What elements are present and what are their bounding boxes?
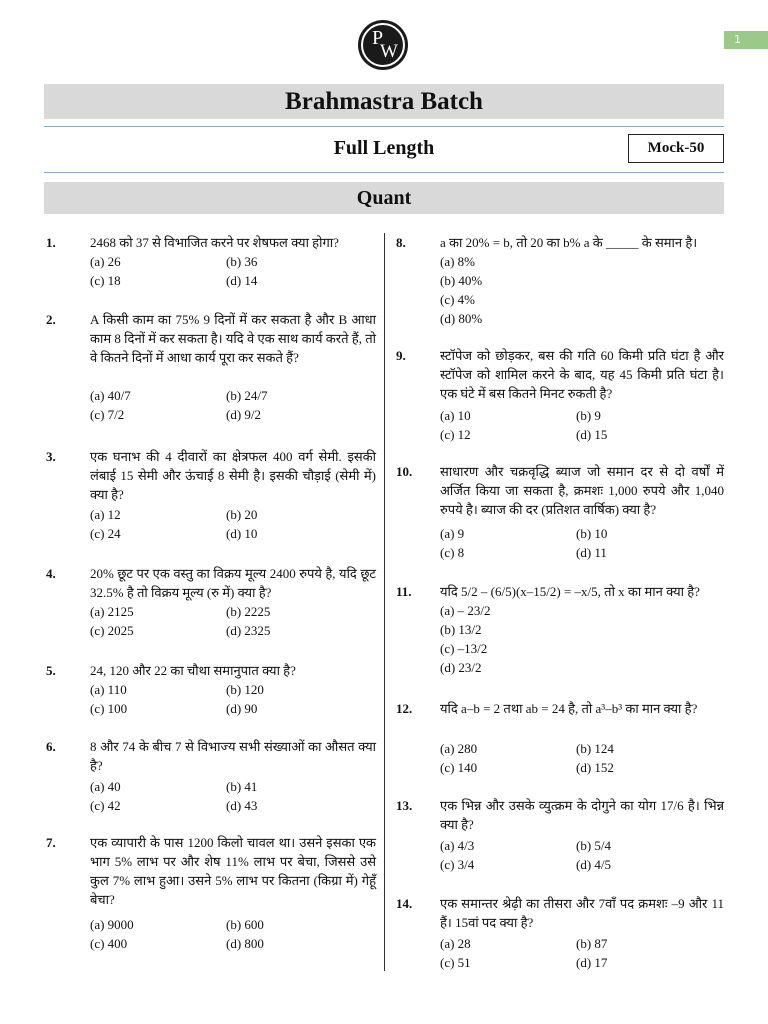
option-c: (c) 8 <box>440 545 465 560</box>
option-c: (c) 100 <box>90 701 128 716</box>
question-text: एक व्यापारी के पास 1200 किलो चावल था। उसने इसका एक भाग 5% लाभ पर और शेष 11% लाभ पर बेचा, जिससे उसे कुल 7% लाभ हुआ। उसने 5% लाभ पर कितना (किग्रा में) गेहूँ बेचा? <box>90 835 376 907</box>
option-c: (c) 12 <box>440 427 471 442</box>
question-number: 4. <box>46 566 56 581</box>
option-c: (c) 3/4 <box>440 857 475 872</box>
question-number: 12. <box>396 701 413 716</box>
question-text: 24, 120 और 22 का चौथा समानुपात क्या है? <box>90 663 296 678</box>
option-c: (c) 140 <box>440 760 478 775</box>
question-text: एक भिन्न और उसके व्युत्क्रम के दोगुने का योग 17/6 है। भिन्न क्या है? <box>440 798 724 832</box>
option-c: (c) 51 <box>440 955 471 970</box>
option-a: (a) 10 <box>440 408 471 423</box>
option-a: (a) 110 <box>90 682 127 697</box>
question-number: 13. <box>396 798 413 813</box>
section-title: Quant <box>44 182 724 214</box>
option-b: (b) 2225 <box>226 604 271 619</box>
question-number: 14. <box>396 896 413 911</box>
question-number: 5. <box>46 663 56 678</box>
option-d: (d) 17 <box>576 955 608 970</box>
option-c: (c) 42 <box>90 798 121 813</box>
question-text: यदि a–b = 2 तथा ab = 24 है, तो a³–b³ का मान क्या है? <box>440 701 698 716</box>
option-d: (d) 9/2 <box>226 407 262 422</box>
option-d: (d) 4/5 <box>576 857 612 872</box>
option-b: (b) 13/2 <box>440 622 482 637</box>
option-b: (b) 10 <box>576 526 608 541</box>
option-a: (a) 26 <box>90 254 121 269</box>
option-d: (d) 10 <box>226 526 258 541</box>
question-number: 7. <box>46 835 56 850</box>
option-d: (d) 2325 <box>226 623 271 638</box>
option-c: (c) –13/2 <box>440 641 488 656</box>
batch-title: Brahmastra Batch <box>44 84 724 119</box>
option-d: (d) 14 <box>226 273 258 288</box>
option-b: (b) 24/7 <box>226 388 268 403</box>
option-c: (c) 2025 <box>90 623 134 638</box>
option-b: (b) 87 <box>576 936 608 951</box>
option-a: (a) 12 <box>90 507 121 522</box>
page-number: 1 <box>724 31 768 49</box>
option-a: (a) 40/7 <box>90 388 131 403</box>
option-b: (b) 5/4 <box>576 838 612 853</box>
option-b: (b) 41 <box>226 779 258 794</box>
question-number: 9. <box>396 348 406 363</box>
option-d: (d) 800 <box>226 936 264 951</box>
option-c: (c) 4% <box>440 292 476 307</box>
option-a: (a) – 23/2 <box>440 603 491 618</box>
option-c: (c) 18 <box>90 273 121 288</box>
option-a: (a) 8% <box>440 254 476 269</box>
question-number: 3. <box>46 449 56 464</box>
exam-subtitle: Full Length <box>333 137 435 159</box>
option-b: (b) 124 <box>576 741 614 756</box>
option-d: (d) 15 <box>576 427 608 442</box>
option-b: (b) 36 <box>226 254 258 269</box>
question-number: 1. <box>46 235 56 250</box>
mock-label-box: Mock-50 <box>628 134 724 163</box>
question-number: 10. <box>396 464 413 479</box>
option-a: (a) 4/3 <box>440 838 475 853</box>
question-text: 2468 को 37 से विभाजित करने पर शेषफल क्या होगा? <box>90 235 339 250</box>
option-b: (b) 600 <box>226 917 264 932</box>
option-c: (c) 400 <box>90 936 128 951</box>
option-c: (c) 7/2 <box>90 407 125 422</box>
option-a: (a) 28 <box>440 936 471 951</box>
question-text: a का 20% = b, तो 20 का b% a के _____ के समान है। <box>440 235 698 250</box>
question-text: एक घनाभ की 4 दीवारों का क्षेत्रफल 400 वर्ग सेमी. इसकी लंबाई 15 सेमी और ऊंचाई 8 सेमी है। इसकी चौड़ाई (सेमी में) क्या है? <box>90 449 376 502</box>
option-a: (a) 9 <box>440 526 465 541</box>
option-a: (a) 280 <box>440 741 478 756</box>
header-rule-top <box>44 126 724 127</box>
option-d: (d) 23/2 <box>440 660 482 675</box>
question-text: एक समान्तर श्रेढ़ी का तीसरा और 7वाँ पद क्रमशः –9 और 11 हैं। 15वां पद क्या है? <box>440 896 724 930</box>
question-text: साधारण और चक्रवृद्धि ब्याज जो समान दर से दो वर्षों में अर्जित किया जा सकता है, क्रमशः 1,000 रुपये और 1,040 रुपये है। ब्याज की दर (प्रतिशत वार्षिक) क्या है? <box>440 464 724 517</box>
question-number: 11. <box>396 584 412 599</box>
pw-logo <box>358 20 408 70</box>
question-number: 8. <box>396 235 406 250</box>
option-b: (b) 9 <box>576 408 601 423</box>
option-c: (c) 24 <box>90 526 121 541</box>
option-b: (b) 40% <box>440 273 483 288</box>
option-b: (b) 120 <box>226 682 264 697</box>
option-d: (d) 80% <box>440 311 483 326</box>
question-text: A किसी काम का 75% 9 दिनों में कर सकता है और B आधा काम 8 दिनों में कर सकता है। यदि वे एक साथ कार्य करते हैं, तो वे कितने दिनों में आधा कार्य पूरा कर सकते हैं? <box>90 312 376 365</box>
question-number: 6. <box>46 739 56 754</box>
question-text: 8 और 74 के बीच 7 से विभाज्य सभी संख्याओं का औसत क्या है? <box>90 739 376 773</box>
logo-letter-w: W <box>380 41 398 62</box>
logo-letter-p: P <box>372 27 384 49</box>
option-d: (d) 152 <box>576 760 614 775</box>
question-number: 2. <box>46 312 56 327</box>
option-d: (d) 43 <box>226 798 258 813</box>
option-d: (d) 90 <box>226 701 258 716</box>
question-text: यदि 5/2 – (6/5)(x–15/2) = –x/5, तो x का मान क्या है? <box>440 584 700 599</box>
question-text: 20% छूट पर एक वस्तु का विक्रय मूल्य 2400 रुपये है, यदि छूट 32.5% है तो विक्रय मूल्य (रु में) क्या है? <box>90 566 376 600</box>
column-divider <box>384 233 385 971</box>
option-a: (a) 9000 <box>90 917 134 932</box>
option-a: (a) 2125 <box>90 604 134 619</box>
option-b: (b) 20 <box>226 507 258 522</box>
option-a: (a) 40 <box>90 779 121 794</box>
header-rule-bottom <box>44 172 724 173</box>
option-d: (d) 11 <box>576 545 607 560</box>
question-text: स्टॉपेज को छोड़कर, बस की गति 60 किमी प्रति घंटा है और स्टॉपेज को शामिल करने के बाद, यह 45 किमी प्रति घंटा है। एक घंटे में बस कितने मिनट रुकती है? <box>440 348 724 401</box>
